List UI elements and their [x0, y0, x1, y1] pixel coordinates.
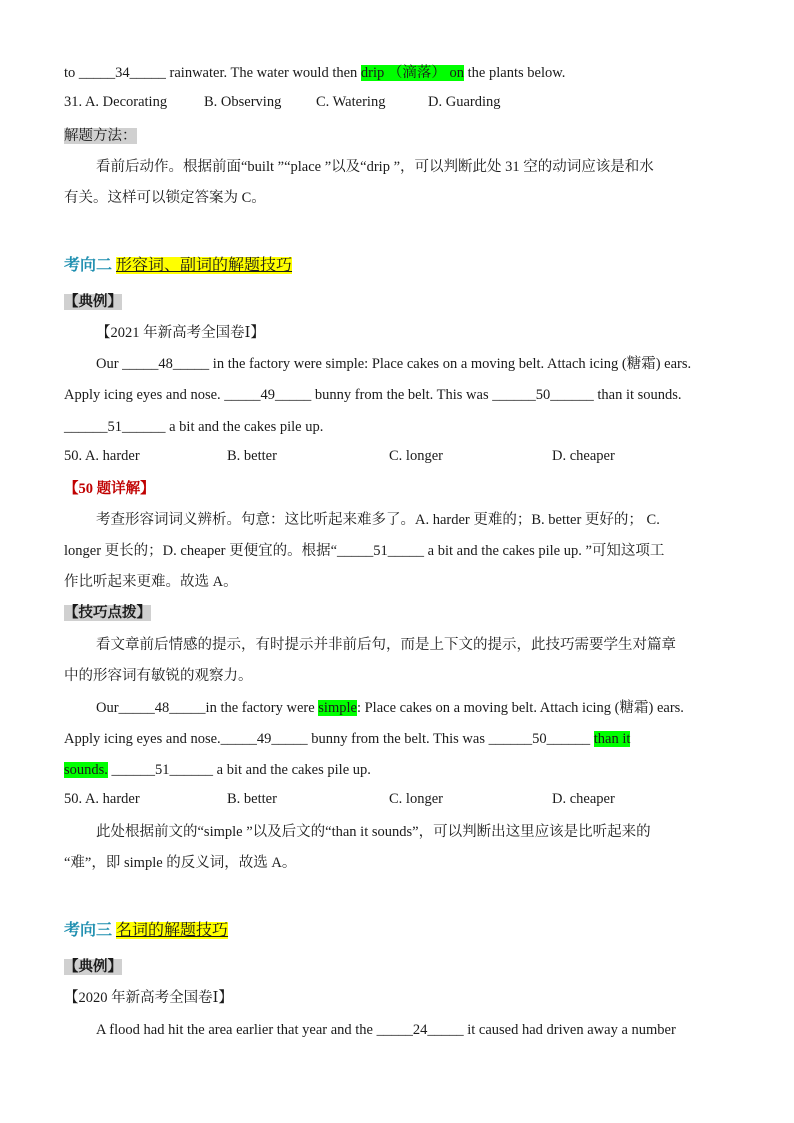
- example-label: 【典例】: [64, 294, 122, 310]
- detail-text-1: 考查形容词词义辨析。句意：这比听起来难多了。A. harder 更难的；B. better 更好的； C.: [96, 512, 660, 528]
- option-d: D. Guarding: [428, 94, 501, 110]
- section-3-label: 考向三: [64, 922, 117, 939]
- passage-3-line-1: Our_____48_____in the factory were simple: Place cakes on a moving belt. Attach icing (糖霜) ears.: [96, 700, 684, 716]
- exam-source-2021: 【2021 年新高考全国卷Ⅰ】: [96, 325, 265, 341]
- highlight-simple: simple: [318, 700, 357, 716]
- passage-text: to _____34_____ rainwater. The water would then: [64, 65, 361, 81]
- method-label: 解题方法：: [64, 128, 137, 144]
- highlight-than-it: than it: [593, 731, 631, 747]
- option-d: D. cheaper: [552, 448, 615, 464]
- option-a: 50. A. harder: [64, 448, 140, 464]
- option-d: D. cheaper: [552, 791, 615, 807]
- tip-text-2: 中的形容词有敏锐的观察力。: [64, 668, 253, 684]
- option-b: B. better: [227, 791, 277, 807]
- detail-label: 【50 题详解】: [64, 481, 155, 497]
- option-b: B. Observing: [204, 94, 282, 110]
- exam-source-2020: 【2020 年新高考全国卷Ⅰ】: [64, 990, 233, 1006]
- passage-2-line-2: Apply icing eyes and nose. _____49_____ bunny from the belt. This was ______50______ than it sounds.: [64, 387, 682, 403]
- option-c: C. Watering: [316, 94, 386, 110]
- analysis-text-1: 此处根据前文的“simple ”以及后文的“than it sounds”，可以判断出这里应该是比听起来的: [96, 824, 651, 840]
- detail-text-2: longer 更长的；D. cheaper 更便宜的。根据“_____51_____ a bit and the cakes pile up. ”可知这项工: [64, 543, 665, 559]
- option-c: C. longer: [389, 791, 443, 807]
- passage-4-line-1: A flood had hit the area earlier that year and the _____24_____ it caused had driven away a number: [96, 1022, 676, 1038]
- option-a: 31. A. Decorating: [64, 94, 168, 110]
- section-2-heading: [64, 256, 292, 276]
- section-3-heading: [64, 921, 228, 941]
- passage-line-34: [64, 63, 565, 83]
- option-a: 50. A. harder: [64, 791, 140, 807]
- method-text-1: 看前后动作。根据前面“built ”“place ”以及“drip ”，可以判断此处 31 空的动词应该是和水: [96, 159, 654, 175]
- passage-3-line-2: Apply icing eyes and nose._____49_____ bunny from the belt. This was ______50______ than it: [64, 731, 631, 747]
- option-c: C. longer: [389, 448, 443, 464]
- highlight-sounds: sounds.: [64, 762, 108, 778]
- tip-label: 【技巧点拨】: [64, 605, 151, 621]
- tip-text-1: 看文章前后情感的提示，有时提示并非前后句，而是上下文的提示，此技巧需要学生对篇章: [96, 637, 676, 653]
- highlight-drip: drip （滴落） on: [360, 65, 465, 81]
- passage-3-line-3: sounds. ______51______ a bit and the cakes pile up.: [64, 762, 371, 778]
- section-2-title: 形容词、副词的解题技巧: [116, 257, 293, 274]
- analysis-text-2: “难”，即 simple 的反义词，故选 A。: [64, 855, 297, 871]
- method-text-2: 有关。这样可以锁定答案为 C。: [64, 190, 266, 206]
- passage-2-line-1: Our _____48_____ in the factory were simple: Place cakes on a moving belt. Attach icing (糖霜) ears.: [96, 356, 692, 372]
- passage-text-end: the plants below.: [464, 65, 566, 81]
- passage-2-line-3: ______51______ a bit and the cakes pile up.: [64, 419, 324, 435]
- section-3-title: 名词的解题技巧: [116, 922, 229, 939]
- section-2-label: 考向二: [64, 257, 117, 274]
- option-b: B. better: [227, 448, 277, 464]
- detail-text-3: 作比听起来更难。故选 A。: [64, 574, 238, 590]
- example-label-2: 【典例】: [64, 959, 122, 975]
